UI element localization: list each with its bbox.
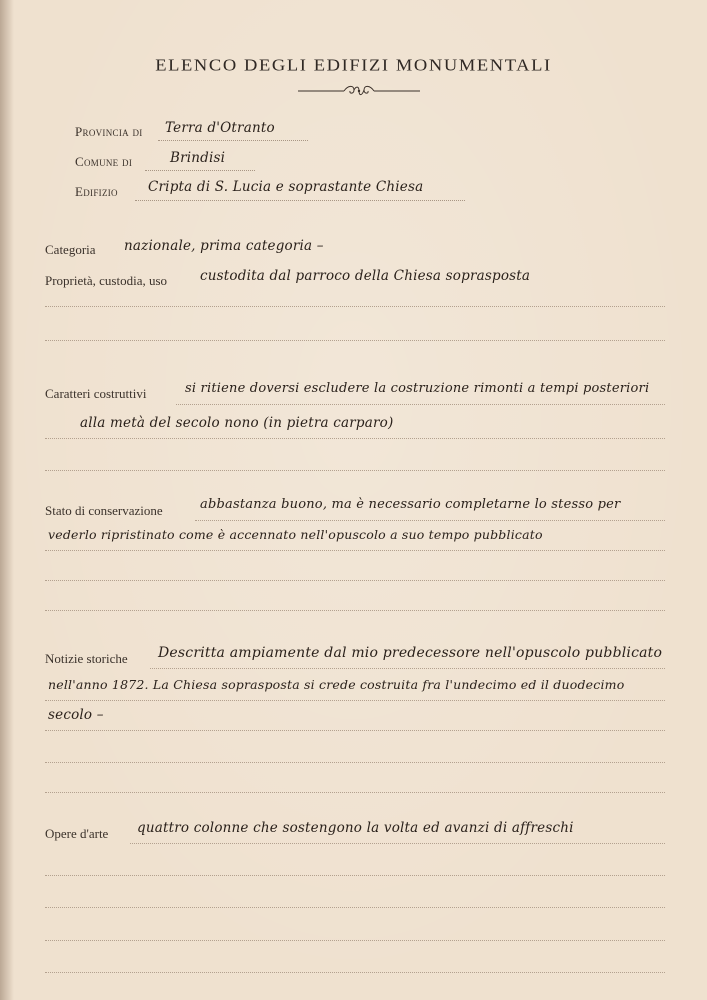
ruled-line: [45, 907, 665, 908]
ruled-line: [45, 792, 665, 793]
ruled-line: [195, 520, 665, 521]
ruled-line: [45, 972, 665, 973]
comune-value: Brindisi: [170, 150, 226, 166]
edifizio-value: Cripta di S. Lucia e soprastante Chiesa: [148, 179, 424, 195]
notizie-line-1: Descritta ampiamente dal mio predecessore nell'opuscolo pubblicato: [158, 645, 663, 661]
ruled-line: [45, 700, 665, 701]
ruled-line: [45, 610, 665, 611]
notizie-label: Notizie storiche: [45, 651, 128, 666]
stato-line-1: abbastanza buono, ma è necessario completarne lo stesso per: [200, 497, 621, 512]
opere-label: Opere d'arte: [45, 826, 109, 841]
ruled-line: [45, 470, 665, 471]
ruled-line: [45, 875, 665, 876]
proprieta-value: custodita dal parroco della Chiesa soprasposta: [200, 268, 531, 284]
ruled-line: [45, 340, 665, 341]
ruled-line: [45, 580, 665, 581]
proprieta-label: Proprietà, custodia, uso: [45, 273, 168, 288]
ruled-line: [45, 730, 665, 731]
provincia-dotted-line: [158, 140, 308, 141]
categoria-label: Categoria: [45, 242, 96, 257]
ruled-line: [45, 550, 665, 551]
provincia-label: Provincia di: [75, 124, 143, 139]
ruled-line: [150, 668, 665, 669]
ruled-line: [45, 762, 665, 763]
notizie-line-3: secolo –: [48, 707, 104, 723]
ruled-line: [130, 843, 665, 844]
ruled-line: [176, 404, 665, 405]
caratteri-line-1: si ritiene doversi escludere la costruzione rimonti a tempi posteriori: [185, 381, 650, 396]
page-title: ELENCO DEGLI EDIFIZI MONUMENTALI: [155, 56, 552, 76]
ruled-line: [45, 438, 665, 439]
opere-value: quattro colonne che sostengono la volta ed avanzi di affreschi: [137, 820, 574, 836]
categoria-value: nazionale, prima categoria –: [124, 238, 324, 254]
ruled-line: [45, 940, 665, 941]
ornament-divider-icon: [296, 84, 422, 98]
binding-shadow: [0, 0, 14, 1000]
caratteri-label: Caratteri costruttivi: [45, 386, 147, 401]
ruled-line: [45, 306, 665, 307]
stato-label: Stato di conservazione: [45, 503, 163, 518]
edifizio-label: Edifizio: [75, 184, 118, 199]
provincia-value: Terra d'Otranto: [165, 120, 275, 136]
caratteri-line-2: alla metà del secolo nono (in pietra carparo): [80, 415, 394, 431]
comune-dotted-line: [145, 170, 255, 171]
notizie-line-2: nell'anno 1872. La Chiesa soprasposta si crede costruita fra l'undecimo ed il duodecimo: [48, 677, 625, 692]
edifizio-dotted-line: [135, 200, 465, 201]
stato-line-2: vederlo ripristinato come è accennato nell'opuscolo a suo tempo pubblicato: [48, 527, 543, 542]
comune-label: Comune di: [75, 154, 133, 169]
